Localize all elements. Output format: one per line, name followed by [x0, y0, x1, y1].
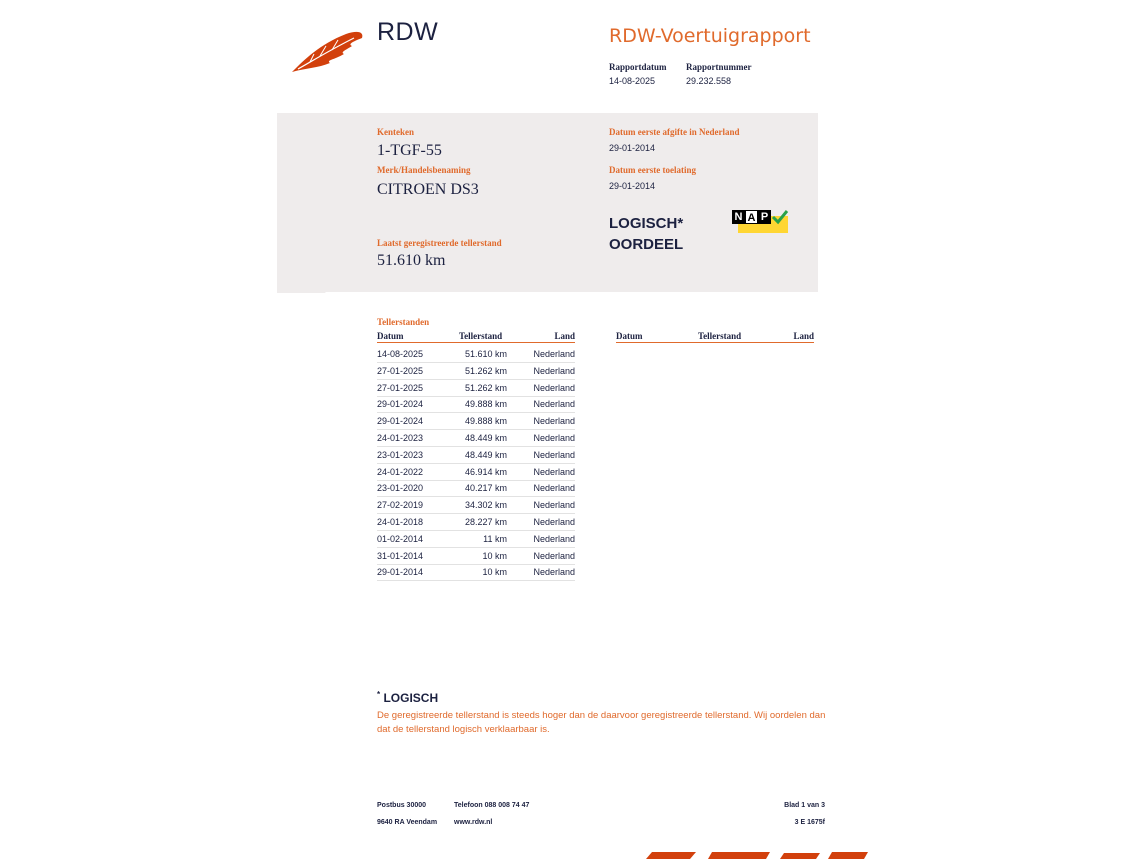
row-date: 29-01-2024: [377, 399, 424, 410]
col-reading-header: Tellerstand: [459, 331, 503, 341]
report-number-label: Rapportnummer: [686, 62, 752, 72]
row-date: 23-01-2023: [377, 449, 424, 460]
verdict-line-2: OORDEEL: [609, 236, 684, 253]
footer-page: Blad 1 van 3: [784, 802, 825, 809]
verdict-line-1: LOGISCH*: [609, 215, 684, 232]
make-value: CITROEN DS3: [377, 181, 479, 198]
nap-letter-p: P: [758, 210, 771, 224]
header-divider: [377, 342, 575, 343]
first-issue-value: 29-01-2014: [609, 143, 656, 153]
row-country: Nederland: [533, 349, 575, 359]
plate-value: 1-TGF-55: [377, 142, 442, 159]
row-country: Nederland: [533, 533, 575, 544]
row-reading: 28.227 km: [464, 517, 507, 527]
first-admission-value: 29-01-2014: [609, 181, 656, 191]
col-date-header: Datum: [377, 331, 404, 341]
note-marker: *: [377, 690, 381, 699]
row-country: Nederland: [533, 416, 575, 427]
report-date-label: Rapportdatum: [609, 62, 667, 72]
row-country: Nederland: [533, 483, 575, 494]
readings-title: Tellerstanden: [377, 317, 430, 327]
row-date: 29-01-2014: [377, 567, 424, 578]
row-reading: 10 km: [482, 550, 507, 561]
footer-code: 3 E 1675f: [794, 819, 825, 826]
table-row: [377, 413, 575, 430]
report-number: 29.232.558: [686, 76, 732, 86]
row-date: 24-01-2022: [377, 466, 424, 477]
first-admission-label: Datum eerste toelating: [609, 165, 696, 175]
row-reading: 11 km: [483, 533, 507, 544]
row-country: Nederland: [533, 449, 575, 460]
report-title: RDW-Voertuigrapport: [609, 25, 811, 47]
col-date-header-2: Datum: [616, 331, 643, 341]
row-country: Nederland: [533, 517, 575, 527]
table-row: [377, 430, 575, 447]
checkmark-icon: [771, 209, 789, 225]
row-country: Nederland: [533, 382, 575, 393]
footer-city: 9640 RA Veendam: [377, 819, 438, 826]
table-row: [377, 380, 575, 397]
last-odometer-label: Laatst geregistreerde tellerstand: [377, 238, 502, 248]
col-reading-header-2: Tellerstand: [698, 331, 742, 341]
table-row: [377, 346, 575, 363]
row-reading: 49.888 km: [464, 416, 507, 427]
row-date: 23-01-2020: [377, 483, 424, 494]
row-reading: 46.914 km: [464, 466, 507, 477]
vehicle-info-panel: [277, 113, 818, 292]
row-country: Nederland: [533, 500, 575, 511]
row-date: 14-08-2025: [377, 349, 424, 359]
table-row: [377, 363, 575, 380]
row-date: 27-01-2025: [377, 382, 424, 393]
row-reading: 51.610 km: [464, 349, 507, 359]
table-row: [377, 464, 575, 481]
row-reading: 49.888 km: [464, 399, 507, 410]
row-reading: 51.262 km: [464, 382, 507, 393]
row-date: 31-01-2014: [377, 550, 424, 561]
col-country-header-2: Land: [793, 331, 814, 341]
row-reading: 48.449 km: [464, 449, 507, 460]
make-label: Merk/Handelsbenaming: [377, 165, 471, 175]
row-country: Nederland: [533, 466, 575, 477]
table-row: [377, 531, 575, 548]
brand-name: RDW: [377, 18, 439, 46]
footer-postbus: Postbus 30000: [377, 802, 427, 809]
row-country: Nederland: [533, 550, 575, 561]
table-row: [377, 480, 575, 497]
verdict: [609, 213, 683, 255]
rdw-logo-icon: [290, 30, 366, 74]
row-date: 29-01-2024: [377, 416, 424, 427]
row-reading: 40.217 km: [464, 483, 507, 494]
footer-stripes: [640, 849, 870, 859]
row-date: 24-01-2023: [377, 433, 424, 443]
note-text: De geregistreerde tellerstand is steeds hoger dan de daarvoor geregistreerde tellerstand. Wij oordelen dan dat de tellerstand logisch verklaarbaar is.: [377, 710, 826, 735]
report-date: 14-08-2025: [609, 76, 656, 86]
row-country: Nederland: [533, 365, 575, 376]
first-issue-label: Datum eerste afgifte in Nederland: [609, 127, 740, 137]
note-title-text: LOGISCH: [383, 691, 439, 705]
table-row: [377, 497, 575, 514]
footer-website[interactable]: www.rdw.nl: [454, 819, 493, 826]
note-title: [377, 690, 438, 705]
row-date: 24-01-2018: [377, 517, 424, 527]
row-country: Nederland: [533, 433, 575, 443]
col-country-header: Land: [554, 331, 575, 341]
row-reading: 10 km: [482, 567, 507, 578]
table-row: [377, 396, 575, 413]
row-reading: 51.262 km: [464, 365, 507, 376]
row-date: 01-02-2014: [377, 533, 424, 544]
table-row: [377, 564, 575, 581]
row-country: Nederland: [533, 567, 575, 578]
table-row: [377, 514, 575, 531]
header-divider-2: [616, 342, 814, 343]
table-row: [377, 548, 575, 565]
plate-label: Kenteken: [377, 127, 414, 137]
nap-badge: [732, 210, 790, 234]
row-date: 27-02-2019: [377, 500, 424, 511]
table-row: [377, 447, 575, 464]
last-odometer-value: 51.610 km: [377, 252, 446, 269]
row-date: 27-01-2025: [377, 365, 424, 376]
row-reading: 34.302 km: [464, 500, 507, 511]
footer-phone: Telefoon 088 008 74 47: [454, 802, 530, 809]
nap-letter-a: A: [745, 210, 758, 224]
panel-notch: [277, 279, 337, 293]
row-reading: 48.449 km: [464, 433, 507, 443]
row-country: Nederland: [533, 399, 575, 410]
nap-letter-n: N: [732, 210, 745, 224]
